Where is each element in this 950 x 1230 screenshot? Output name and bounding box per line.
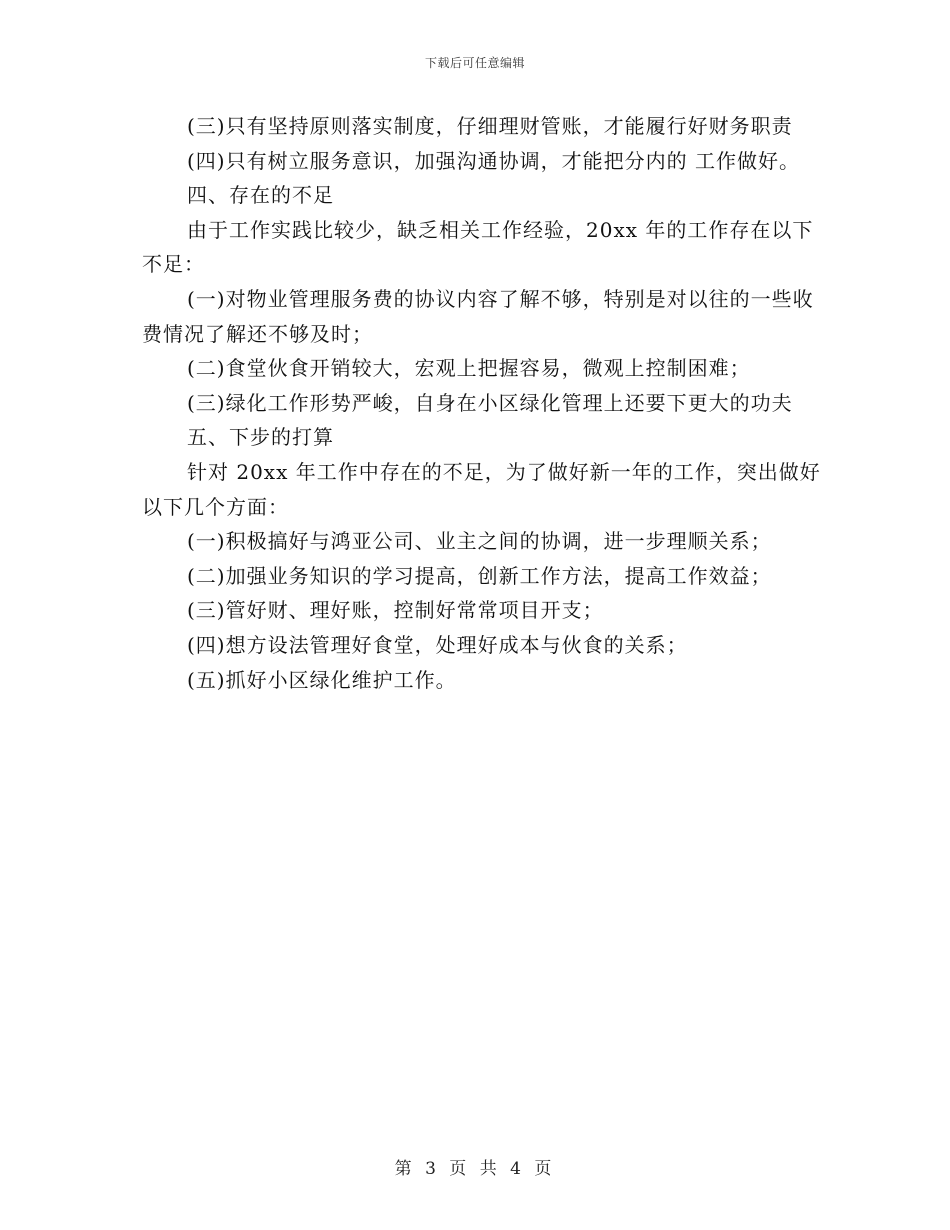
document-body bbox=[142, 109, 832, 697]
paragraph: (四)只有树立服务意识，加强沟通协调，才能把分内的 工作做好。 bbox=[187, 148, 800, 173]
paragraph: (三)只有坚持原则落实制度，仔细理财管账，才能履行好财务职责 bbox=[187, 114, 793, 138]
paragraph: 由于工作实践比较少，缺乏相关工作经验，20xx 年的工作存在以下不足： bbox=[142, 217, 814, 277]
paragraph: 针对 20xx 年工作中存在的不足，为了做好新一年的工作，突出做好以下几个方面： bbox=[142, 459, 821, 519]
paragraph: (二)加强业务知识的学习提高，创新工作方法，提高工作效益； bbox=[187, 563, 772, 588]
paragraph: (一)积极搞好与鸿亚公司、业主之间的协调，进一步理顺关系； bbox=[187, 529, 772, 554]
paragraph: (五)抓好小区绿化维护工作。 bbox=[187, 667, 457, 692]
paragraph: (三)管好财、理好账，控制好常常项目开支； bbox=[187, 598, 604, 623]
paragraph: (一)对物业管理服务费的协议内容了解不够，特别是对以往的一些收费情况了解还不够及时； bbox=[142, 286, 814, 346]
paragraph: (二)食堂伙食开销较大，宏观上把握容易，微观上控制困难； bbox=[187, 356, 751, 381]
paragraph: (三)绿化工作形势严峻，自身在小区绿化管理上还要下更大的功夫 bbox=[187, 390, 793, 415]
section-heading: 五、下步的打算 bbox=[187, 425, 334, 450]
page-header-note: 下载后可任意编辑 bbox=[424, 56, 525, 70]
page-number-footer: 第 3 页 共 4 页 bbox=[394, 1159, 556, 1179]
paragraph: (四)想方设法管理好食堂，处理好成本与伙食的关系； bbox=[187, 632, 688, 657]
section-heading: 四、存在的不足 bbox=[187, 183, 334, 208]
